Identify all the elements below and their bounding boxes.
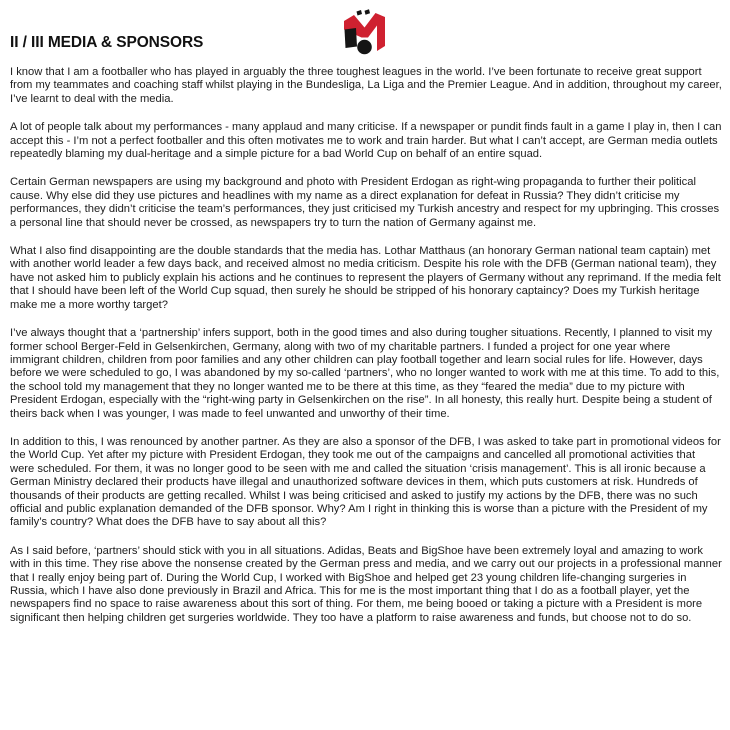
m10-brand-icon — [344, 9, 385, 55]
statement-paragraph-6: In addition to this, I was renounced by another partner. As they are also a sponsor of the DFB, I was asked to take part in promotional videos for the World Cup. Yet after my picture with President Erdogan, they took me out of the campaigns and cancelled all promotional activities that were scheduled. For them, it was no longer good to be seen with me and called the situation ‘crisis management’. This is all ironic because a German Ministry declared their products have illegal and unauthorized software devices in them, which puts customers at risk. Hundreds of thousands of their products are getting recalled. Whilst I was being criticised and asked to justify my actions by the DFB, there was no such official and public explanation demanded of the DFB sponsor. Why? Am I right in thinking this is worse than a picture with the President of my family’s country? What does the DFB have to say about all this? — [10, 435, 721, 529]
m10-monogram-svg — [344, 9, 385, 55]
logo-one-block — [345, 28, 358, 48]
statement-paragraph-1: I know that I am a footballer who has played in arguably the three toughest leagues in the world. I’ve been fortunate to receive great support from my teammates and coaching staff whilst playing in the Bundesliga, La Liga and the Premier League. And in addition, throughout my career, I’ve learnt to deal with the media. — [10, 66, 722, 105]
statement-body — [0, 64, 730, 625]
page-header — [0, 0, 730, 64]
logo-zero-circle — [357, 40, 372, 55]
umlaut-dot-right-icon — [365, 9, 371, 15]
statement-paragraph-5: I’ve always thought that a ‘partnership’ infers support, both in the good times and also during tougher situations. Recently, I planned to visit my former school Berger-Feld in Gelsenkirchen, Germany, along with two of my charitable partners. I funded a project for one year where immigrant children, children from poor families and any other children can play football together and learn social rules for life. However, days before we were scheduled to go, I was abandoned by my so-called ‘partners’, who no longer wanted to work with me at this time. To add to this, the school told my management that they no longer wanted me to be there at this time, as they “feared the media” due to my picture with President Erdogan, especially with the “right-wing party in Gelsenkirchen on the rise”. In all honesty, this really hurt. Despite being a student of theirs back when I was younger, I was made to feel unwanted and unworthy of their time. — [10, 327, 720, 420]
umlaut-dot-left-icon — [357, 10, 363, 16]
statement-paragraph-4: What I also find disappointing are the double standards that the media has. Lothar Matthaus (an honorary German national team captain) met with another world leader a few days back, and received almost no media criticism. Despite his role with the DFB (German national team), they have not asked him to publicly explain his actions and he continues to represent the players of Germany without any reprimand. If the media felt that I should have been left of the World Cup squad, then surely he should be stripped of his honorary captaincy? Does my Turkish heritage make me a more worthy target? — [10, 245, 721, 311]
section-title: II / III MEDIA & SPONSORS — [10, 34, 204, 51]
statement-paragraph-2: A lot of people talk about my performances - many applaud and many criticise. If a newspaper or pundit finds fault in a game I play in, then I can accept this - I’m not a perfect footballer and this often motivates me to work and train harder. But what I can’t accept, are German media outlets repeatedly blaming my dual-heritage and a simple picture for a bad World Cup on behalf of an entire squad. — [10, 121, 722, 161]
statement-paragraph-3: Certain German newspapers are using my background and photo with President Erdogan as right-wing propaganda to further their political cause. Why else did they use pictures and headlines with my name as a direct explanation for defeat in Russia? They didn’t criticise my performances, they didn’t criticise the team’s performances, they just criticised my Turkish ancestry and respect for my upbringing. This crosses a personal line that should never be crossed, as newspapers try to turn the nation of Germany against me. — [10, 176, 720, 229]
statement-paragraph-7: As I said before, ‘partners’ should stick with you in all situations. Adidas, Beats and BigShoe have been extremely loyal and amazing to work with in this time. They rise above the nonsense created by the German press and media, and we carry out our projects in a professional manner that I really enjoy being part of. During the World Cup, I worked with BigShoe and helped get 23 young children life-changing surgeries in Russia, which I have also done previously in Brazil and Africa. This for me is the most important thing that I do as a football player, yet the newspapers find no space to raise awareness about this sort of thing. For them, me being booed or taking a picture with a President is more significant then helping children get surgeries worldwide. They too have a platform to raise awareness and funds, but choose not to do so. — [10, 544, 722, 624]
